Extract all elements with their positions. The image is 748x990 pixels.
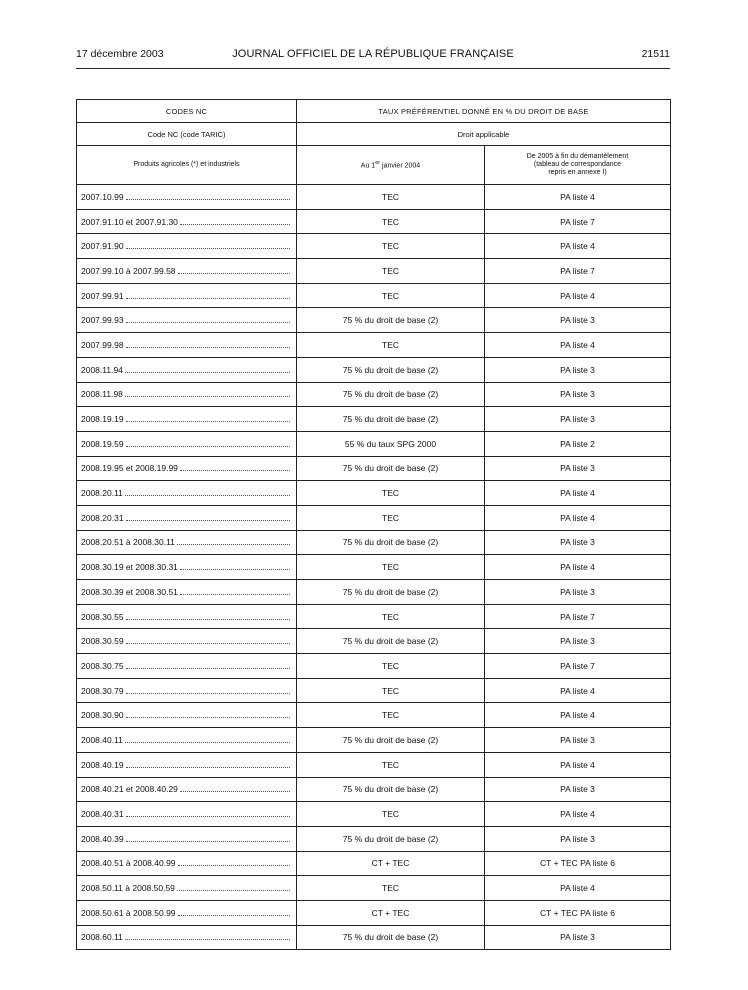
nc-code-cell: [77, 604, 297, 629]
nc-code: 2008.30.79: [81, 685, 124, 696]
nc-code-cell: [77, 185, 297, 210]
nc-code-cell: [77, 900, 297, 925]
nc-code-leader: [81, 192, 290, 202]
nc-code-leader: [81, 217, 290, 227]
rate-2004-cell: 75 % du droit de base (2): [297, 826, 485, 851]
table-row: [77, 728, 671, 753]
rate-2004-cell: TEC: [297, 283, 485, 308]
rate-2005-cell: PA liste 3: [485, 407, 671, 432]
nc-code-cell: [77, 382, 297, 407]
nc-code-cell: [77, 580, 297, 605]
nc-code: 2008.30.75: [81, 660, 124, 671]
dot-leader: [126, 612, 290, 620]
rate-2005-cell: PA liste 3: [485, 777, 671, 802]
nc-code-leader: [81, 315, 290, 325]
rate-2004-cell: TEC: [297, 259, 485, 284]
journal-title: JOURNAL OFFICIEL DE LA RÉPUBLIQUE FRANÇAISE: [232, 48, 514, 60]
page-number: 21511: [641, 48, 670, 60]
nc-code-leader: [81, 834, 290, 844]
table-header-row: [77, 123, 671, 146]
table-row: [77, 259, 671, 284]
dot-leader: [180, 587, 290, 595]
rate-2005-cell: CT + TEC PA liste 6: [485, 900, 671, 925]
dot-leader: [177, 883, 290, 891]
nc-code: 2008.40.39: [81, 833, 124, 844]
nc-code-leader: [81, 365, 290, 375]
dot-leader: [125, 389, 290, 397]
nc-code-leader: [81, 858, 290, 868]
nc-code-leader: [81, 562, 290, 572]
rate-2005-cell: PA liste 3: [485, 530, 671, 555]
rate-2004-cell: TEC: [297, 703, 485, 728]
table-row: [77, 629, 671, 654]
nc-code-leader: [81, 932, 290, 942]
nc-code: 2008.40.31: [81, 809, 124, 820]
nc-code: 2008.19.19: [81, 414, 124, 425]
dot-leader: [126, 513, 290, 521]
rate-2004-cell: 75 % du droit de base (2): [297, 777, 485, 802]
rate-2005-cell: PA liste 4: [485, 876, 671, 901]
header-code-taric: Code NC (code TARIC): [77, 123, 297, 146]
rate-2004-cell: TEC: [297, 876, 485, 901]
nc-code-cell: [77, 308, 297, 333]
header-janvier-2004: [297, 146, 485, 185]
rate-2004-cell: CT + TEC: [297, 851, 485, 876]
nc-code-cell: [77, 530, 297, 555]
nc-code: 2007.91.90: [81, 241, 124, 252]
rate-2004-cell: TEC: [297, 209, 485, 234]
dot-leader: [126, 686, 290, 694]
nc-code: 2008.30.90: [81, 710, 124, 721]
nc-code-cell: [77, 505, 297, 530]
table-row: [77, 234, 671, 259]
header-codes-nc: CODES NC: [77, 100, 297, 123]
tariff-table: [76, 99, 671, 950]
dot-leader: [125, 488, 290, 496]
nc-code: 2008.11.94: [81, 364, 123, 375]
nc-code-leader: [81, 439, 290, 449]
nc-code-leader: [81, 735, 290, 745]
dot-leader: [126, 192, 290, 200]
rate-2005-cell: PA liste 3: [485, 629, 671, 654]
nc-code-leader: [81, 784, 290, 794]
table-row: [77, 530, 671, 555]
rate-2005-cell: PA liste 7: [485, 654, 671, 679]
rate-2005-cell: PA liste 4: [485, 283, 671, 308]
nc-code-cell: [77, 802, 297, 827]
table-row: [77, 826, 671, 851]
nc-code: 2007.91.10 et 2007.91.30: [81, 216, 178, 227]
table-row: [77, 308, 671, 333]
dot-leader: [126, 636, 290, 644]
header-janvier-superscript: er: [375, 160, 381, 167]
table-row: [77, 900, 671, 925]
header-produits: Produits agricoles (*) et industriels: [77, 146, 297, 185]
nc-code-cell: [77, 703, 297, 728]
dot-leader: [126, 661, 290, 669]
rate-2004-cell: TEC: [297, 333, 485, 358]
dot-leader: [177, 537, 290, 545]
nc-code: 2008.19.95 et 2008.19.99: [81, 463, 178, 474]
rate-2004-cell: 75 % du droit de base (2): [297, 308, 485, 333]
nc-code: 2008.20.31: [81, 512, 124, 523]
nc-code-leader: [81, 686, 290, 696]
rate-2005-cell: PA liste 7: [485, 604, 671, 629]
rate-2004-cell: 75 % du droit de base (2): [297, 382, 485, 407]
rate-2005-cell: PA liste 4: [485, 555, 671, 580]
rate-2004-cell: TEC: [297, 678, 485, 703]
nc-code-cell: [77, 456, 297, 481]
nc-code-cell: [77, 826, 297, 851]
nc-code-leader: [81, 488, 290, 498]
dot-leader: [178, 858, 290, 866]
dot-leader: [126, 315, 290, 323]
rate-2005-cell: PA liste 4: [485, 703, 671, 728]
table-header-row: [77, 146, 671, 185]
nc-code-leader: [81, 266, 290, 276]
nc-code-cell: [77, 333, 297, 358]
nc-code-cell: [77, 283, 297, 308]
table-row: [77, 505, 671, 530]
nc-code: 2008.30.39 et 2008.30.51: [81, 586, 178, 597]
nc-code-leader: [81, 340, 290, 350]
rate-2004-cell: 75 % du droit de base (2): [297, 407, 485, 432]
table-row: [77, 654, 671, 679]
nc-code: 2007.99.10 à 2007.99.58: [81, 265, 176, 276]
nc-code-leader: [81, 710, 290, 720]
rate-2005-cell: PA liste 4: [485, 678, 671, 703]
rate-2004-cell: 75 % du droit de base (2): [297, 925, 485, 950]
rate-2004-cell: TEC: [297, 555, 485, 580]
nc-code-cell: [77, 629, 297, 654]
nc-code: 2008.30.59: [81, 636, 124, 647]
rate-2004-cell: TEC: [297, 802, 485, 827]
header-droit-applicable: Droit applicable: [297, 123, 671, 146]
nc-code-cell: [77, 234, 297, 259]
nc-code-cell: [77, 209, 297, 234]
rate-2004-cell: TEC: [297, 481, 485, 506]
nc-code-leader: [81, 587, 290, 597]
dot-leader: [126, 710, 290, 718]
dot-leader: [125, 932, 290, 940]
nc-code: 2008.20.51 à 2008.30.11: [81, 537, 175, 548]
dot-leader: [178, 266, 290, 274]
nc-code: 2008.19.59: [81, 438, 124, 449]
rate-2004-cell: TEC: [297, 654, 485, 679]
rate-2004-cell: TEC: [297, 185, 485, 210]
nc-code-cell: [77, 555, 297, 580]
header-janvier-prefix: Au 1: [360, 162, 376, 170]
rate-2005-cell: PA liste 3: [485, 308, 671, 333]
rate-2005-cell: PA liste 3: [485, 728, 671, 753]
issue-date: 17 décembre 2003: [76, 48, 164, 60]
nc-code: 2007.10.99: [81, 191, 124, 202]
dot-leader: [180, 784, 290, 792]
table-row: [77, 333, 671, 358]
table-row: [77, 580, 671, 605]
table-row: [77, 357, 671, 382]
rate-2004-cell: CT + TEC: [297, 900, 485, 925]
nc-code-leader: [81, 883, 290, 893]
dot-leader: [126, 340, 290, 348]
nc-code-leader: [81, 612, 290, 622]
table-row: [77, 185, 671, 210]
dot-leader: [126, 760, 290, 768]
rate-2004-cell: TEC: [297, 505, 485, 530]
dot-leader: [180, 463, 290, 471]
rate-2004-cell: TEC: [297, 234, 485, 259]
table-row: [77, 209, 671, 234]
table-header-row: [77, 100, 671, 123]
nc-code-cell: [77, 431, 297, 456]
table-row: [77, 925, 671, 950]
nc-code-leader: [81, 389, 290, 399]
dot-leader: [126, 834, 290, 842]
nc-code-leader: [81, 241, 290, 251]
nc-code-cell: [77, 728, 297, 753]
dot-leader: [178, 908, 290, 916]
rate-2005-cell: PA liste 7: [485, 209, 671, 234]
nc-code: 2007.99.91: [81, 290, 124, 301]
nc-code: 2008.50.61 à 2008.50.99: [81, 907, 176, 918]
rate-2004-cell: 75 % du droit de base (2): [297, 456, 485, 481]
rate-2004-cell: 55 % du taux SPG 2000: [297, 431, 485, 456]
dot-leader: [125, 365, 290, 373]
table-row: [77, 802, 671, 827]
table-body: [77, 185, 671, 950]
nc-code-leader: [81, 636, 290, 646]
nc-code-cell: [77, 777, 297, 802]
header-2005-line: De 2005 à fin du démantèlement: [526, 153, 629, 160]
nc-code-cell: [77, 259, 297, 284]
rate-2005-cell: PA liste 3: [485, 357, 671, 382]
table-row: [77, 777, 671, 802]
dot-leader: [126, 439, 290, 447]
nc-code-cell: [77, 678, 297, 703]
rate-2005-cell: PA liste 4: [485, 185, 671, 210]
table-row: [77, 481, 671, 506]
table-row: [77, 752, 671, 777]
table-row: [77, 456, 671, 481]
nc-code-leader: [81, 661, 290, 671]
nc-code: 2008.40.19: [81, 759, 124, 770]
rate-2004-cell: 75 % du droit de base (2): [297, 357, 485, 382]
rate-2005-cell: PA liste 4: [485, 752, 671, 777]
rate-2005-cell: PA liste 2: [485, 431, 671, 456]
rate-2005-cell: PA liste 3: [485, 826, 671, 851]
table-row: [77, 283, 671, 308]
nc-code-cell: [77, 752, 297, 777]
dot-leader: [180, 562, 290, 570]
rate-2004-cell: TEC: [297, 752, 485, 777]
rate-2005-cell: PA liste 7: [485, 259, 671, 284]
nc-code: 2007.99.98: [81, 339, 124, 350]
nc-code-cell: [77, 876, 297, 901]
nc-code-cell: [77, 925, 297, 950]
table-row: [77, 604, 671, 629]
rate-2004-cell: 75 % du droit de base (2): [297, 728, 485, 753]
dot-leader: [125, 735, 290, 743]
table-row: [77, 555, 671, 580]
dot-leader: [126, 414, 290, 422]
rate-2004-cell: 75 % du droit de base (2): [297, 580, 485, 605]
nc-code-cell: [77, 851, 297, 876]
rate-2005-cell: PA liste 3: [485, 382, 671, 407]
nc-code-leader: [81, 291, 290, 301]
dot-leader: [180, 217, 290, 225]
nc-code-leader: [81, 463, 290, 473]
table-row: [77, 851, 671, 876]
rate-2005-cell: PA liste 4: [485, 333, 671, 358]
rate-2004-cell: 75 % du droit de base (2): [297, 530, 485, 555]
nc-code: 2008.40.51 à 2008.40.99: [81, 858, 176, 869]
nc-code: 2007.99.93: [81, 315, 124, 326]
dot-leader: [126, 809, 290, 817]
header-rule: [76, 68, 670, 69]
rate-2005-cell: PA liste 3: [485, 925, 671, 950]
rate-2005-cell: PA liste 4: [485, 505, 671, 530]
nc-code: 2008.30.55: [81, 611, 124, 622]
table-row: [77, 407, 671, 432]
nc-code-leader: [81, 908, 290, 918]
table-row: [77, 678, 671, 703]
dot-leader: [126, 291, 290, 299]
nc-code-cell: [77, 654, 297, 679]
nc-code-leader: [81, 809, 290, 819]
rate-2005-cell: PA liste 4: [485, 481, 671, 506]
header-2005-line: repris en annexe I): [548, 169, 607, 176]
nc-code-leader: [81, 513, 290, 523]
table-row: [77, 703, 671, 728]
nc-code: 2008.40.11: [81, 734, 123, 745]
rate-2005-cell: PA liste 3: [485, 580, 671, 605]
nc-code-leader: [81, 414, 290, 424]
table-row: [77, 876, 671, 901]
rate-2004-cell: TEC: [297, 604, 485, 629]
table-row: [77, 431, 671, 456]
nc-code: 2008.50.11 à 2008.50.59: [81, 883, 175, 894]
nc-code: 2008.40.21 et 2008.40.29: [81, 784, 178, 795]
nc-code-cell: [77, 481, 297, 506]
header-janvier-suffix: janvier 2004: [380, 162, 421, 170]
nc-code: 2008.11.98: [81, 389, 123, 400]
header-taux-preferentiel: TAUX PRÉFÉRENTIEL DONNÉ EN % DU DROIT DE BASE: [297, 100, 671, 123]
header-2005: [485, 146, 671, 185]
rate-2004-cell: 75 % du droit de base (2): [297, 629, 485, 654]
nc-code: 2008.60.11: [81, 932, 123, 943]
rate-2005-cell: PA liste 4: [485, 802, 671, 827]
rate-2005-cell: PA liste 3: [485, 456, 671, 481]
nc-code: 2008.20.11: [81, 488, 123, 499]
nc-code-cell: [77, 407, 297, 432]
table-row: [77, 382, 671, 407]
header-2005-line: (tableau de correspondance: [533, 161, 622, 168]
nc-code-leader: [81, 537, 290, 547]
nc-code-leader: [81, 760, 290, 770]
rate-2005-cell: PA liste 4: [485, 234, 671, 259]
nc-code-cell: [77, 357, 297, 382]
nc-code: 2008.30.19 et 2008.30.31: [81, 562, 178, 573]
page-header: [76, 48, 670, 64]
dot-leader: [126, 241, 290, 249]
rate-2005-cell: CT + TEC PA liste 6: [485, 851, 671, 876]
